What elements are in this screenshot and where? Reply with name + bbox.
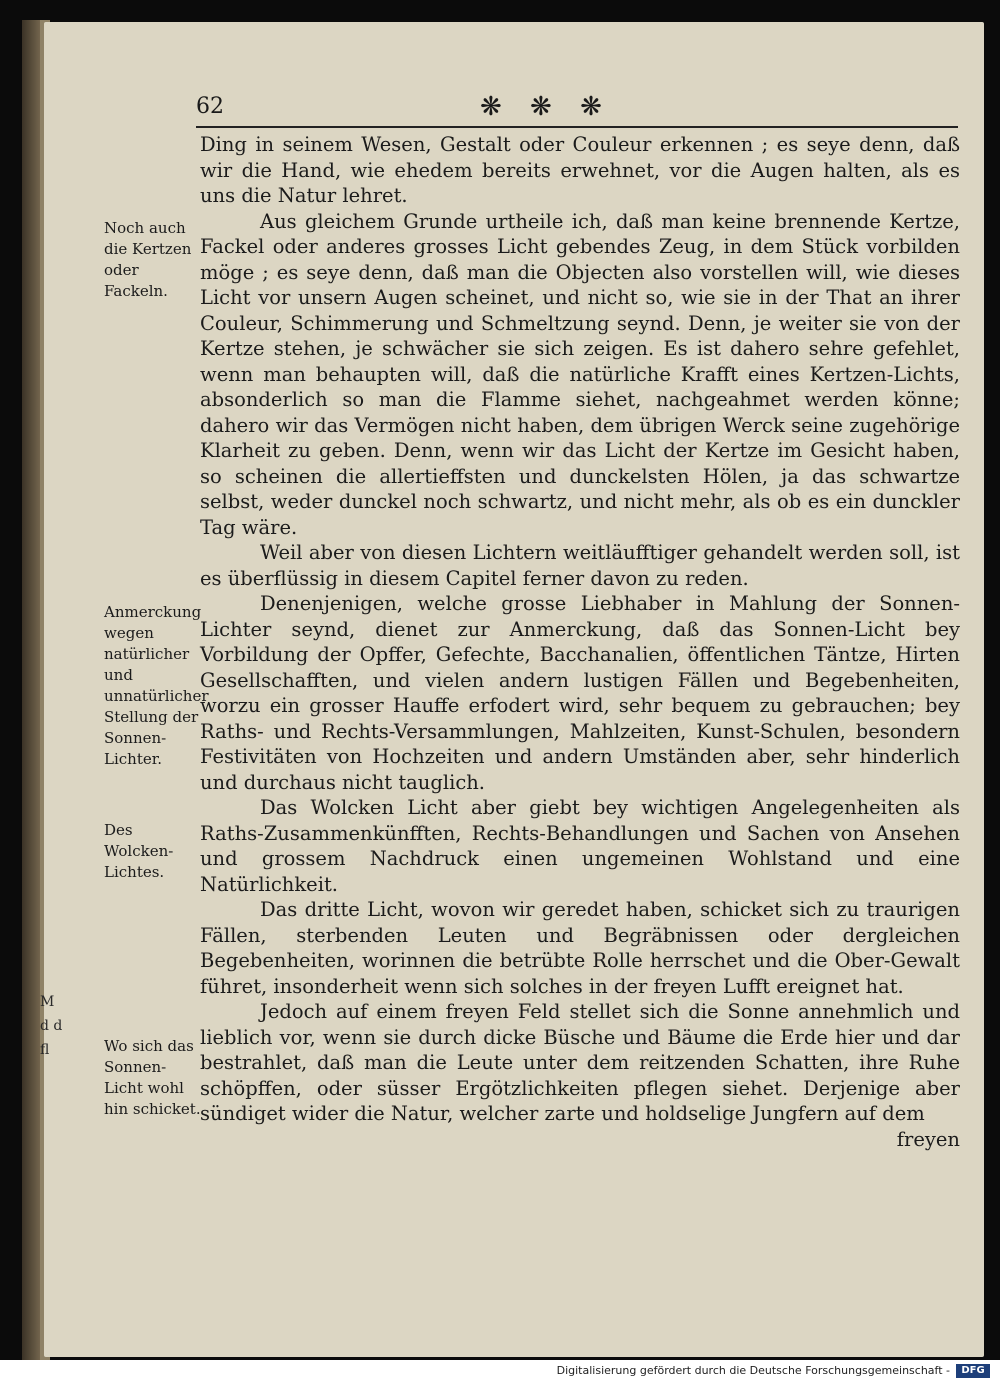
footer-bar bbox=[0, 1360, 1000, 1383]
dfg-logo: DFG bbox=[956, 1364, 990, 1378]
paragraph: Das Wolcken Licht aber giebt bey wichtigen Angelegenheiten als Raths-Zusammenkünfften, Rechts-Behandlungen und Sachen von Ansehen und grossem Nachdruck einen ungemeinen Wohlstand und eine Natürlichkeit. bbox=[200, 796, 960, 896]
margin-note: Anmerckung wegen natürlicher und unnatürlicher Stellung der Sonnen-Lichter. bbox=[104, 603, 209, 768]
page-number: 62 bbox=[196, 94, 224, 119]
paragraph: Weil aber von diesen Lichtern weitläufftiger gehandelt werden soll, ist es überflüssig in diesem Capitel ferner davon zu reden. bbox=[200, 541, 960, 590]
paragraph: Jedoch auf einem freyen Feld stellet sich die Sonne annehmlich und lieblich vor, wenn sie durch dicke Büsche und Bäume die Erde hier und dar bestrahlet, daß man die Leute unter dem reitzenden Schatten, ihre Ruhe schöpffen, oder süsser Ergötzlichkeiten pflegen siehet. Derjenige aber sündiget wider die Natur, welcher zarte und holdselige Jungfern auf dem bbox=[200, 1000, 960, 1125]
margin-note: Wo sich das Sonnen-Licht wohl hin schicket. bbox=[104, 1037, 201, 1118]
paragraph: Ding in seinem Wesen, Gestalt oder Couleur erkennen ; es seye denn, daß wir die Hand, wie ehedem bereits erwehnet, vor die Augen halten, als es uns die Natur lehret. bbox=[200, 133, 960, 207]
margin-note: Des Wolcken-Lichtes. bbox=[104, 821, 174, 881]
margin-note: Noch auch die Kertzen oder Fackeln. bbox=[104, 219, 192, 300]
header-ornament: ❋ ❋ ❋ bbox=[480, 92, 612, 122]
facing-page-fragment: M d d fl bbox=[40, 994, 63, 1058]
paragraph: Denenjenigen, welche grosse Liebhaber in Mahlung der Sonnen-Lichter seynd, dienet zur Anmerckung, daß das Sonnen-Licht bey Vorbildung der Opffer, Gefechte, Bacchanalien, öffentlichen Täntze, Hirten Gesellschafften, und vielen andern lustigen Fällen und Begebenheiten, worzu ein grosser Hauffe erfodert wird, sehr bequem zu gebrauchen; bey Raths- und Rechts-Versammlungen, Mahlzeiten, Kunst-Schulen, besondern Festivitäten von Hochzeiten und andern Umständen aber, sehr hinderlich und durchaus nicht tauglich. bbox=[200, 592, 960, 794]
paragraph: Aus gleichem Grunde urtheile ich, daß man keine brennende Kertze, Fackel oder anderes grosses Licht gebendes Zeug, in dem Stück vorbilden möge ; es seye denn, daß man die Objecten also vorstellen will, wie dieses Licht vor unsern Augen scheinet, und nicht so, wie sie in der That an ihrer Couleur, Schimmerung und Schmeltzung seynd. Denn, je weiter sie von der Kertze stehen, je schwächer sie sich zeigen. Es ist dahero sehre gefehlet, wenn man behaupten will, daß die natürliche Krafft eines Kertzen-Lichts, absonderlich so man die Flamme siehet, nachgeahmet werden könne; dahero wir das Vermögen nicht haben, dem übrigen Werck seine zugehörige Klarheit zu geben. Denn, wenn wir das Licht der Kertze im Gesicht haben, so scheinen die allertieffsten und dunckelsten Hölen, ja das schwartze selbst, weder dunckel noch schwartz, und nicht mehr, als ob es ein dunckler Tag wäre. bbox=[200, 209, 960, 539]
footer-credit: Digitalisierung gefördert durch die Deutsche Forschungsgemeinschaft - bbox=[556, 1364, 950, 1377]
catchword: freyen bbox=[896, 1127, 960, 1151]
header-rule bbox=[196, 126, 958, 128]
main-text bbox=[200, 132, 960, 1152]
paragraph: Das dritte Licht, wovon wir geredet haben, schicket sich zu traurigen Fällen, sterbenden Leuten und Begräbnissen oder dergleichen Begebenheiten, worinnen die betrübte Rolle herrschet und die Ober-Gewalt führet, insonderheit wenn sich solches in der freyen Lufft ereignet hat. bbox=[200, 898, 960, 998]
